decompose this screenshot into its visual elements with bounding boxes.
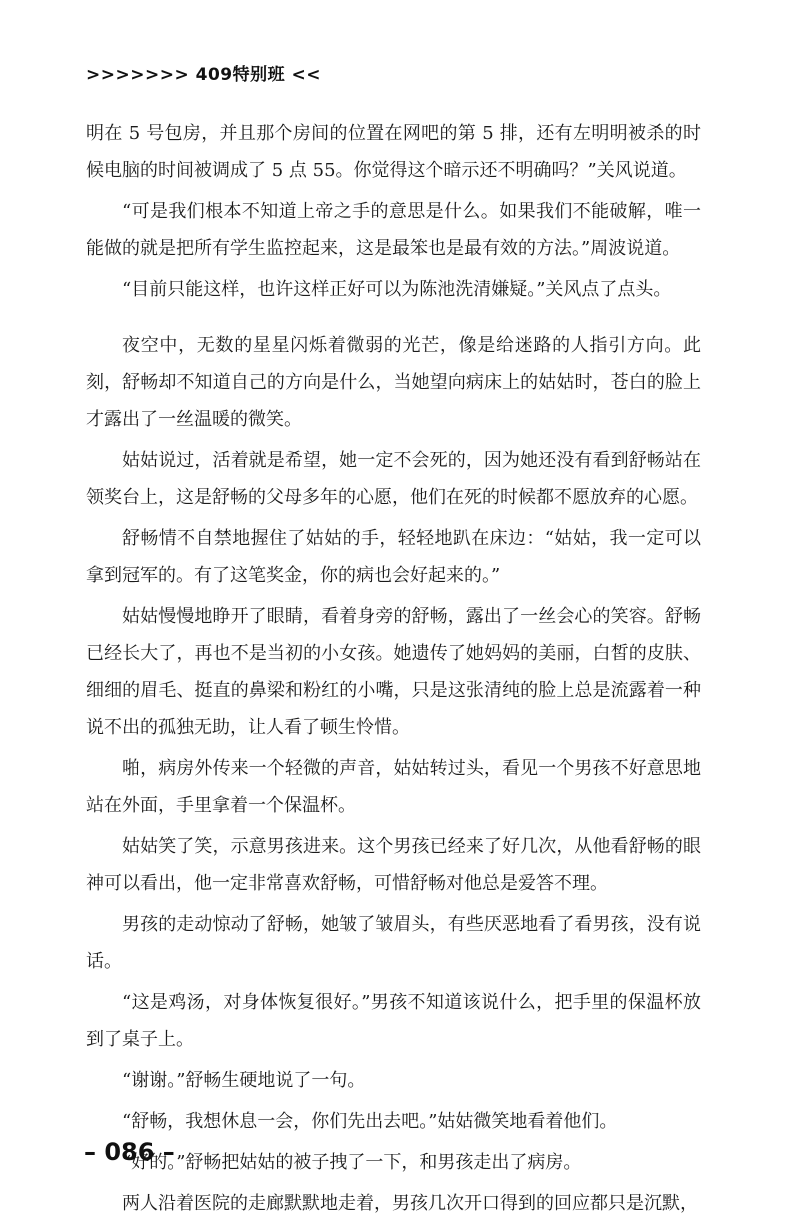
paragraph: “好的。”舒畅把姑姑的被子拽了一下，和男孩走出了病房。 [122,1152,582,1173]
paragraph: 两人沿着医院的走廊默默地走着，男孩几次开口得到的回应都只是沉默， [122,1193,698,1214]
paragraph: 明在 5 号包房，并且那个房间的位置在网吧的第 5 排，还有左明明被杀的时候电脑的时间被调成了 5 点 55。你觉得这个暗示还不明确吗？”关风说道。 [86,123,701,181]
paragraph: 男孩的走动惊动了舒畅，她皱了皱眉头，有些厌恶地看了看男孩，没有说话。 [86,914,701,972]
paragraph: 姑姑说过，活着就是希望，她一定不会死的，因为她还没有看到舒畅站在领奖台上，这是舒畅的父母多年的心愿，他们在死的时候都不愿放弃的心愿。 [86,450,701,508]
text-section-1 [86,115,701,312]
paragraph: 姑姑慢慢地睁开了眼睛，看着身旁的舒畅，露出了一丝会心的笑容。舒畅已经长大了，再也不是当初的小女孩。她遗传了她妈妈的美丽，白皙的皮肤、细细的眉毛、挺直的鼻梁和粉红的小嘴，只是这张清纯的脸上总是流露着一种说不出的孤独无助，让人看了顿生怜惜。 [86,606,701,738]
paragraph: 啪，病房外传来一个轻微的声音，姑姑转过头，看见一个男孩不好意思地站在外面，手里拿着一个保温杯。 [86,758,701,816]
paragraph: “目前只能这样，也许这样正好可以为陈池洗清嫌疑。”关风点了点头。 [122,279,672,300]
paragraph: 舒畅情不自禁地握住了姑姑的手，轻轻地趴在床边：“姑姑，我一定可以拿到冠军的。有了这笔奖金，你的病也会好起来的。” [86,528,701,586]
text-section-2 [86,327,701,1226]
page-number: – 086 – [84,1138,175,1166]
paragraph: “谢谢。”舒畅生硬地说了一句。 [122,1070,366,1091]
paragraph: “这是鸡汤，对身体恢复很好。”男孩不知道该说什么，把手里的保温杯放到了桌子上。 [86,992,701,1050]
running-header: >>>>>>> 409特别班 << [86,65,322,85]
paragraph: “舒畅，我想休息一会，你们先出去吧。”姑姑微笑地看着他们。 [122,1111,618,1132]
paragraph: 姑姑笑了笑，示意男孩进来。这个男孩已经来了好几次，从他看舒畅的眼神可以看出，他一定非常喜欢舒畅，可惜舒畅对他总是爱答不理。 [86,836,701,894]
paragraph: “可是我们根本不知道上帝之手的意思是什么。如果我们不能破解，唯一能做的就是把所有学生监控起来，这是最笨也是最有效的方法。”周波说道。 [86,201,701,259]
paragraph: 夜空中，无数的星星闪烁着微弱的光芒，像是给迷路的人指引方向。此刻，舒畅却不知道自己的方向是什么，当她望向病床上的姑姑时，苍白的脸上才露出了一丝温暖的微笑。 [86,335,701,430]
